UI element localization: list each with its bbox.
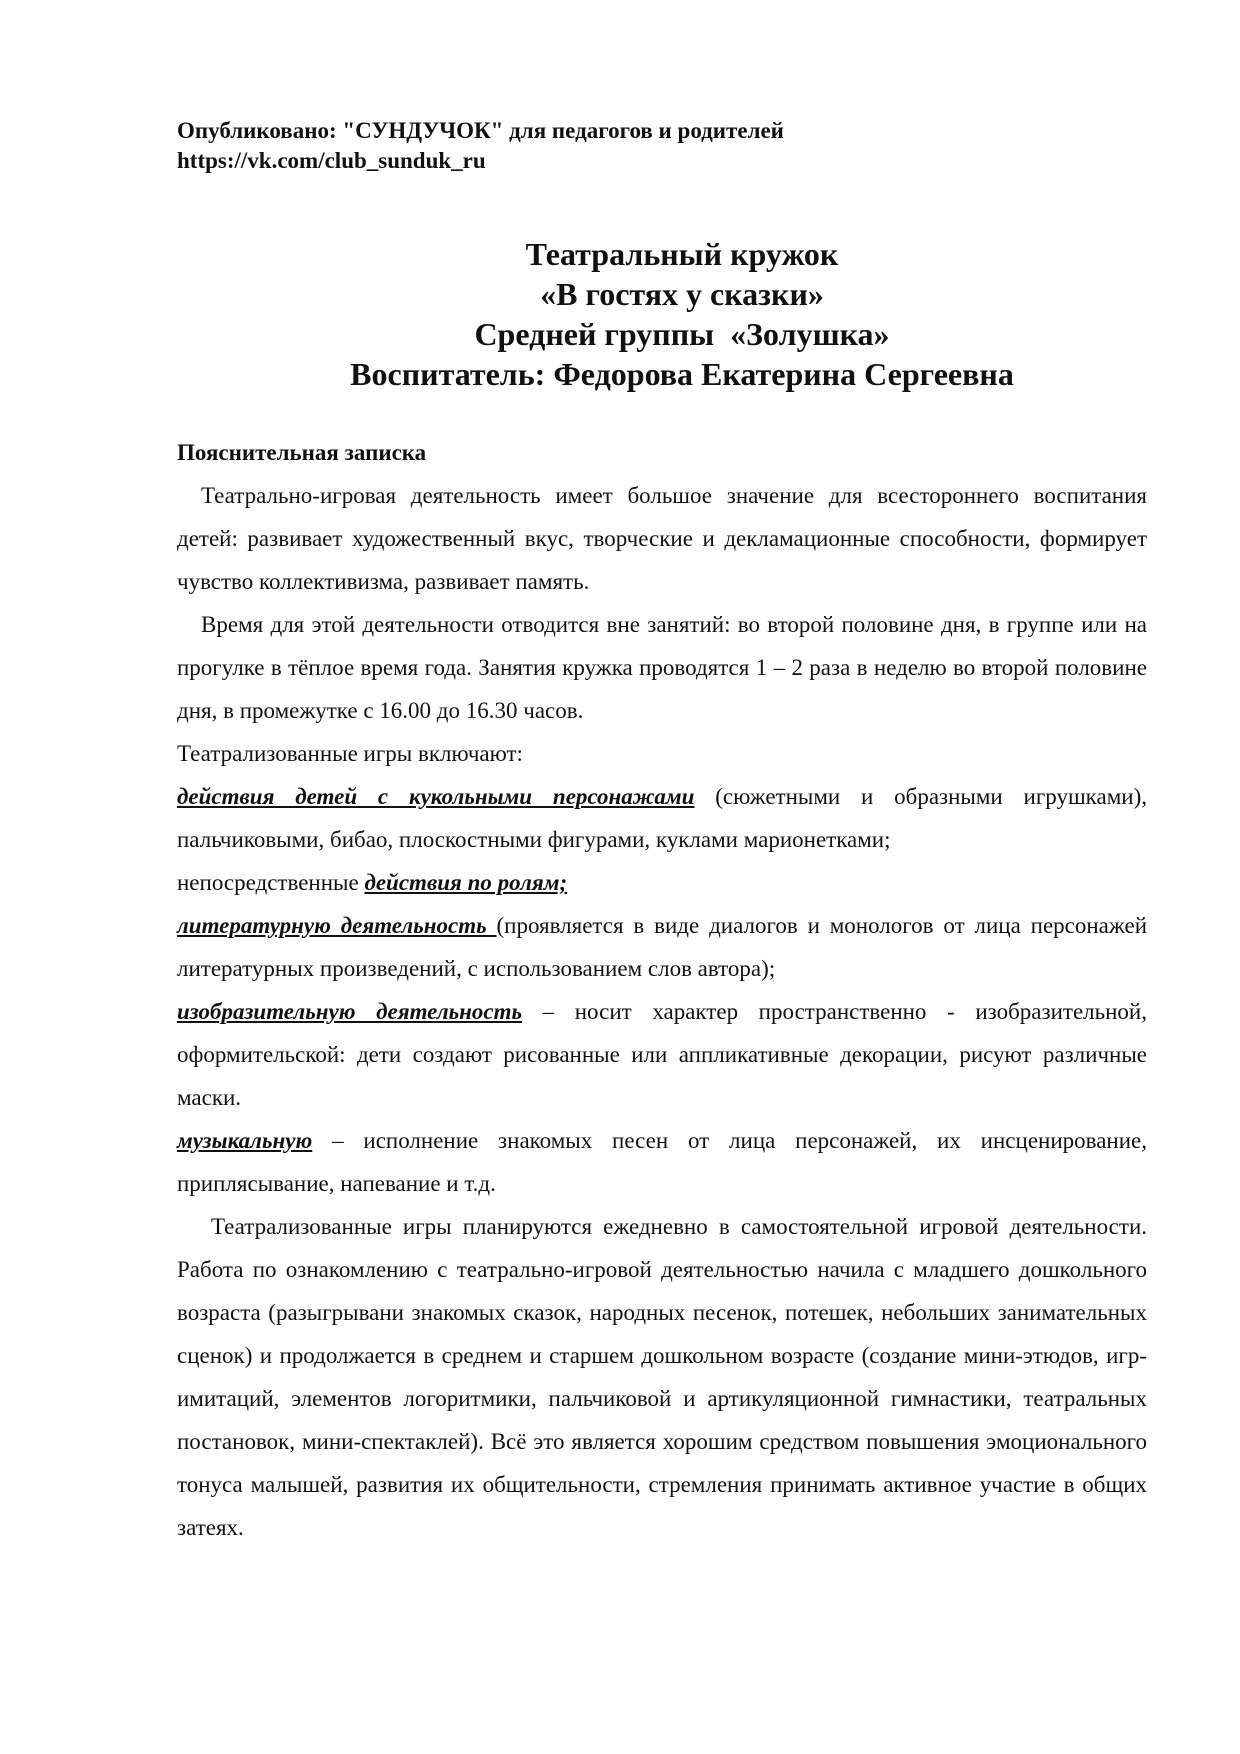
games-intro: Театрализованные игры включают: — [177, 741, 523, 766]
text-visual: – носит характер пространственно - изобразительной, оформительской: дети создают рисованные или аппликативные декорации, рисуют различные маски. — [177, 999, 1147, 1110]
term-visual: изобразительную деятельность — [177, 999, 523, 1024]
section-body — [177, 474, 1147, 1549]
list-item-literary — [177, 904, 1147, 990]
list-item-music — [177, 1119, 1147, 1205]
list-item-puppets — [177, 775, 1147, 861]
text-literary: (проявляется в виде диалогов и монологов от лица персонажей литературных произведений, с использованием слов автора); — [177, 913, 1147, 981]
term-music: музыкальную — [177, 1128, 313, 1153]
title-line-4: Воспитатель: Федорова Екатерина Сергеевна — [350, 356, 1014, 392]
text-puppets: (сюжетными и образными игрушками), пальчиковыми, бибао, плоскостными фигурами, куклами марионетками; — [177, 784, 1147, 852]
text-music: – исполнение знакомых песен от лица персонажей, их инсценирование, приплясывание, напевание и т.д. — [177, 1128, 1147, 1196]
title-line-2: «В гостях у сказки» — [540, 276, 824, 312]
title-line-1: Театральный кружок — [525, 236, 839, 272]
published-line: Опубликовано: "СУНДУЧОК" для педагогов и родителей — [177, 118, 784, 143]
source-url: https://vk.com/club_sunduk_ru — [177, 148, 486, 173]
paragraph-planning: Театрализованные игры планируются ежедневно в самостоятельной игровой деятельности. Работа по ознакомлению с театрально-игровой деятельностью начила с младшего дошкольного возраста (разыгрывани знакомых сказок, народных песенок, потешек, небольших занимательных сценок) и продолжается в среднем и старшем дошкольном возрасте (создание мини-этюдов, игр-имитаций, элементов логоритмики, пальчиковой и артикуляционной гимнастики, театральных постановок, мини-спектаклей). Всё это является хорошим средством повышения эмоционального тонуса малышей, развития их общительности, стремления принимать активное участие в общих затеях. — [177, 1214, 1147, 1540]
term-roles: действия по ролям; — [364, 870, 568, 895]
section-heading: Пояснительная записка — [177, 440, 427, 465]
document-page — [177, 116, 1147, 1549]
list-item-roles — [177, 861, 1147, 904]
term-literary: литературную деятельность — [177, 913, 497, 938]
document-title — [177, 234, 1147, 394]
paragraph-intro: Театрально-игровая деятельность имеет большое значение для всестороннего воспитания детей: развивает художественный вкус, творческие и декламационные способности, формирует чувство коллективизма, развивает память. — [177, 483, 1147, 594]
list-item-visual — [177, 990, 1147, 1119]
publication-header — [177, 116, 1147, 176]
paragraph-time: Время для этой деятельности отводится вне занятий: во второй половине дня, в группе или на прогулке в тёплое время года. Занятия кружка проводятся 1 – 2 раза в неделю во второй половине дня, в промежутке с 16.00 до 16.30 часов. — [177, 612, 1147, 723]
term-puppets: действия детей с кукольными персонажами — [177, 784, 695, 809]
title-line-3: Средней группы «Золушка» — [474, 316, 890, 352]
prefix-roles: непосредственные — [177, 870, 365, 895]
